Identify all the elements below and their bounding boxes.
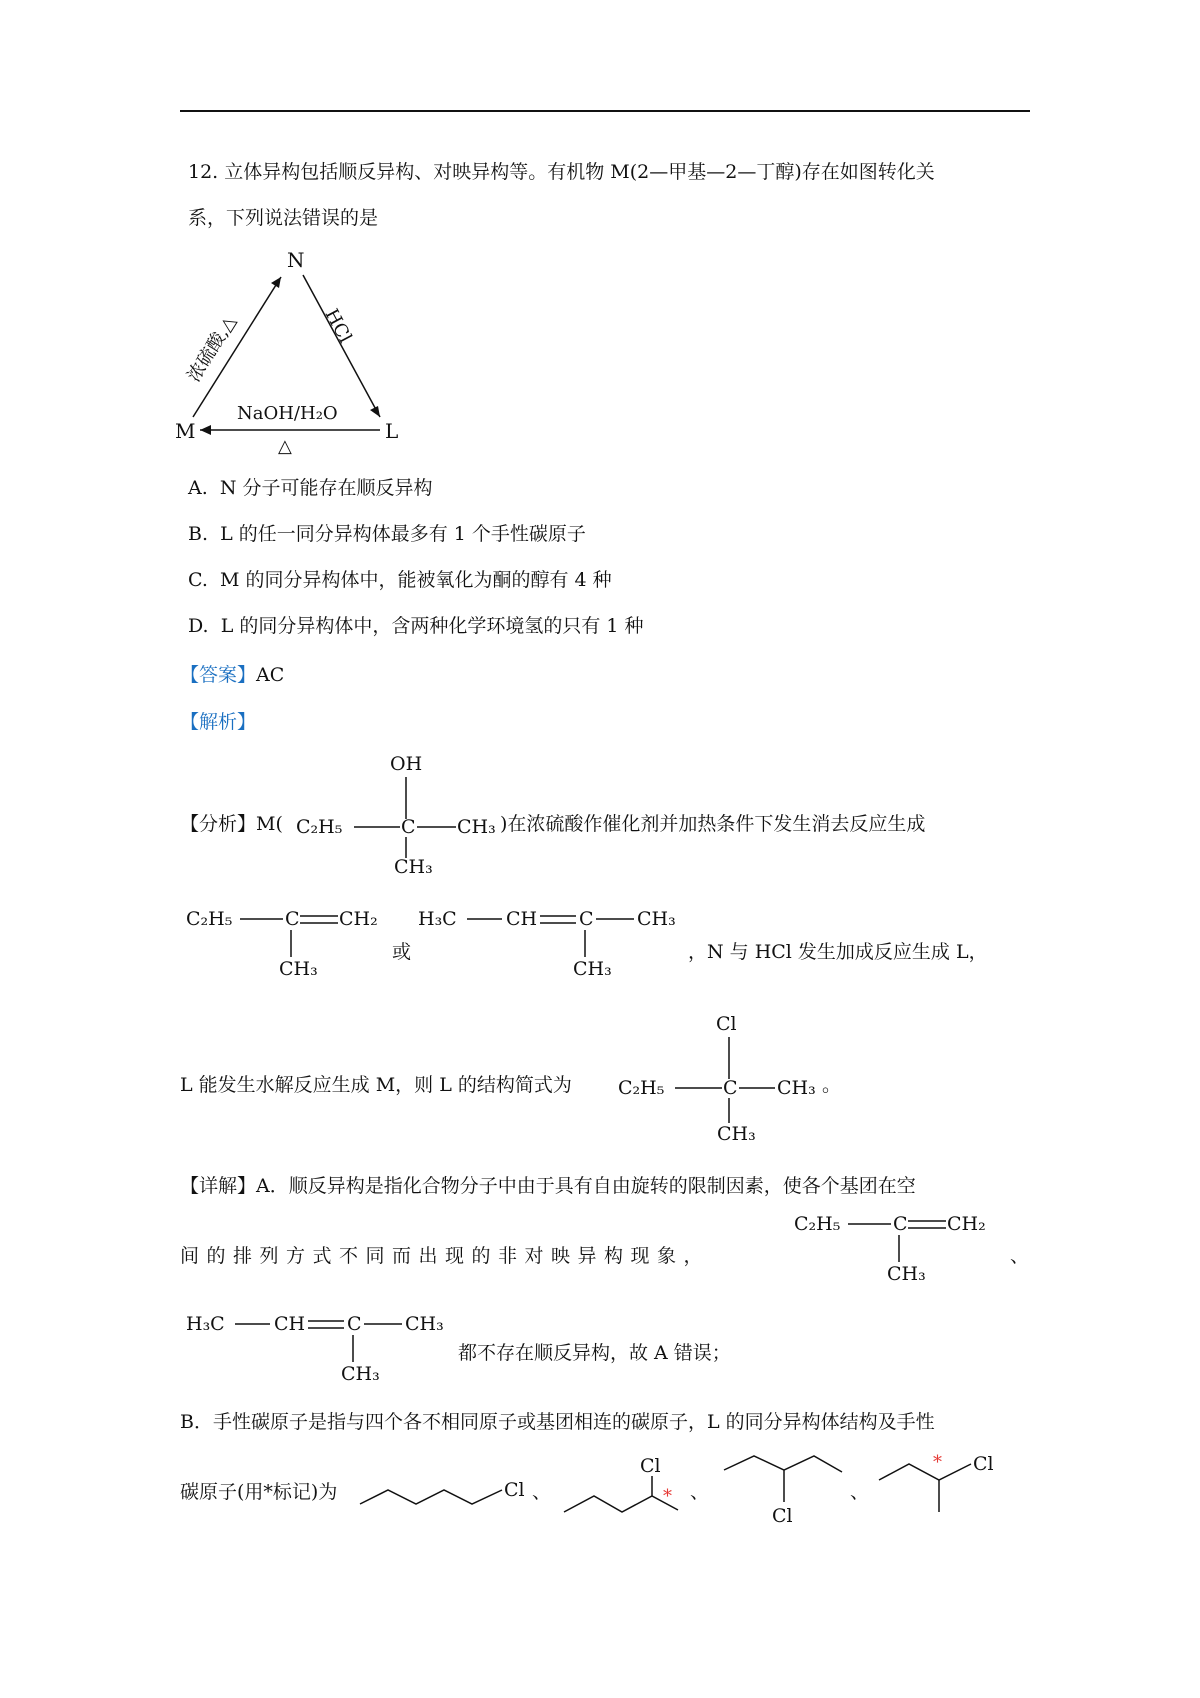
option-b-letter: B. — [188, 523, 209, 545]
a2-ch: CH — [274, 1313, 306, 1335]
m-ch3-right: CH₃ — [457, 816, 496, 838]
answer-line — [180, 663, 284, 687]
option-b-text: L 的任一同分异构体最多有 1 个手性碳原子 — [220, 523, 586, 545]
isomer-4 — [875, 1450, 1025, 1550]
n2-ch3-bottom: CH₃ — [573, 958, 612, 980]
l-ch3-right: CH₃ — [777, 1077, 816, 1099]
fenxi-l-suffix: 。 — [822, 1074, 842, 1096]
m-c2h5: C₂H₅ — [296, 816, 343, 838]
isomer-4-star: * — [933, 1452, 942, 1473]
scheme-bottom-sub: △ — [278, 436, 292, 455]
option-d — [188, 614, 644, 638]
fenxi-or: 或 — [392, 941, 412, 963]
scheme-m: M — [175, 419, 196, 443]
a2-ch3-right: CH₃ — [405, 1313, 444, 1335]
isomer-sep-1: 、 — [532, 1481, 552, 1503]
isomer-sep-3: 、 — [850, 1481, 870, 1503]
isomer-3-cl: Cl — [772, 1505, 793, 1527]
xiangjie-tag: 【详解】 — [180, 1175, 257, 1197]
a1-c2h5: C₂H₅ — [794, 1213, 841, 1235]
isomer-2 — [560, 1450, 680, 1530]
option-d-text: L 的同分异构体中，含两种化学环境氢的只有 1 种 — [220, 615, 644, 637]
n-structure-2 — [412, 895, 702, 990]
isomer-2-cl: Cl — [640, 1455, 661, 1477]
fenxi-m-suffix: )在浓硫酸作催化剂并加热条件下发生消去反应生成 — [500, 813, 926, 835]
l-c: C — [723, 1077, 738, 1099]
fenxi-prefix — [180, 812, 283, 836]
question-line-2: 系，下列说法错误的是 — [188, 207, 379, 229]
scheme-left-label: 浓硫酸,△ — [183, 312, 241, 386]
l-c2h5: C₂H₅ — [618, 1077, 665, 1099]
isomer-1-cl: Cl — [504, 1479, 525, 1501]
reaction-scheme — [175, 245, 425, 455]
xiangjie-b-line2: 碳原子(用*标记)为 — [180, 1481, 338, 1503]
header-rule — [180, 110, 1030, 112]
fenxi-m-prefix: M( — [256, 813, 283, 835]
n1-c: C — [285, 908, 300, 930]
a2-c: C — [347, 1313, 362, 1335]
l-structure — [612, 1008, 832, 1148]
answer-value: AC — [256, 664, 285, 686]
n-structure-1 — [180, 895, 400, 990]
isomer-4-cl: Cl — [973, 1453, 994, 1475]
option-d-letter: D. — [188, 615, 209, 637]
m-oh: OH — [390, 753, 423, 775]
xiangjie-a-line2: 间的排列方式不同而出现的非对映异构现象， — [180, 1245, 711, 1267]
scheme-bottom-label: NaOH/H₂O — [237, 403, 338, 424]
a2-ch3-bottom: CH₃ — [341, 1363, 380, 1385]
l-cl: Cl — [716, 1013, 737, 1035]
n1-ch2: CH₂ — [339, 908, 378, 930]
fenxi-tag: 【分析】 — [180, 813, 257, 835]
xiangjie-b-line1: B．手性碳原子是指与四个各不相同原子或基团相连的碳原子，L 的同分异构体结构及手性 — [180, 1411, 935, 1433]
answer-tag: 【答案】 — [180, 664, 257, 686]
n1-c2h5: C₂H₅ — [186, 908, 233, 930]
isomer-3 — [720, 1450, 850, 1550]
option-c-letter: C. — [188, 569, 208, 591]
isomer-sep-2: 、 — [690, 1481, 710, 1503]
option-c-text: M 的同分异构体中，能被氧化为酮的醇有 4 种 — [220, 569, 612, 591]
question-line-1: 12. 立体异构包括顺反异构、对映异构等。有机物 M(2—甲基—2—丁醇)存在如图转化关 — [188, 161, 935, 183]
option-a — [188, 476, 433, 500]
isomer-2-star: * — [663, 1486, 672, 1507]
scheme-l: L — [385, 419, 399, 443]
n2-c: C — [579, 908, 594, 930]
m-ch3-bottom: CH₃ — [394, 856, 433, 878]
m-structure — [290, 748, 504, 878]
scheme-n: N — [287, 248, 305, 272]
a-structure-2 — [180, 1300, 470, 1395]
n2-h3c: H₃C — [418, 908, 457, 930]
xiangjie-a-line1 — [180, 1174, 916, 1198]
isomer-1 — [358, 1462, 538, 1522]
fenxi-mid: ，N 与 HCl 发生加成反应生成 L， — [688, 941, 988, 963]
xiangjie-a-sep: 、 — [1010, 1245, 1030, 1267]
option-c — [188, 568, 612, 592]
option-a-text: N 分子可能存在顺反异构 — [219, 477, 433, 499]
option-a-letter: A. — [188, 477, 208, 499]
n2-ch: CH — [506, 908, 538, 930]
n1-ch3: CH₃ — [279, 958, 318, 980]
fenxi-l-prefix: L 能发生水解反应生成 M，则 L 的结构简式为 — [180, 1074, 572, 1096]
l-ch3-bottom: CH₃ — [717, 1123, 756, 1145]
option-b — [188, 522, 586, 546]
a-structure-1 — [788, 1200, 1008, 1295]
analysis-tag: 【解析】 — [180, 711, 257, 733]
n2-ch3-right: CH₃ — [637, 908, 676, 930]
scheme-right-label: HCl — [320, 305, 356, 347]
a1-ch3: CH₃ — [887, 1263, 926, 1285]
xiangjie-a-text1: A．顺反异构是指化合物分子中由于具有自由旋转的限制因素，使各个基团在空 — [256, 1175, 916, 1197]
m-c: C — [401, 816, 416, 838]
a2-h3c: H₃C — [186, 1313, 225, 1335]
a1-c: C — [893, 1213, 908, 1235]
xiangjie-a-line3: 都不存在顺反异构，故 A 错误； — [458, 1342, 731, 1364]
a1-ch2: CH₂ — [947, 1213, 986, 1235]
